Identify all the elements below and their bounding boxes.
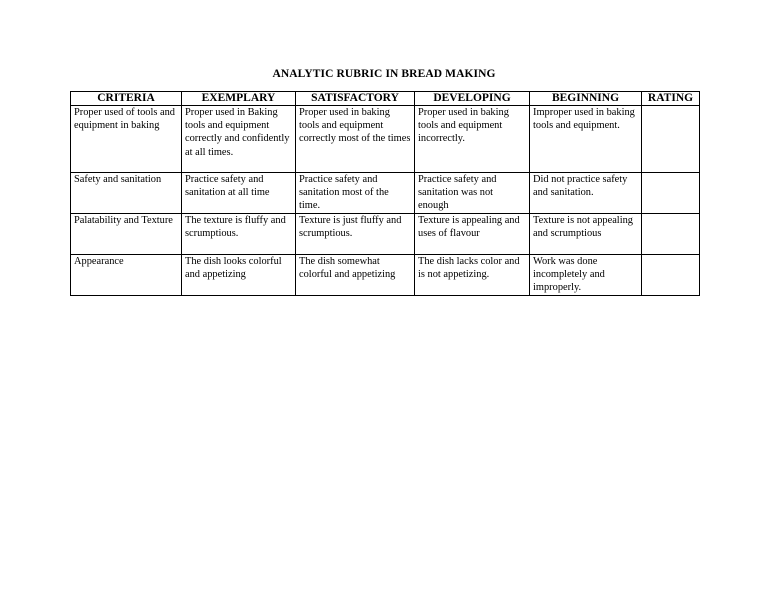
cell-criteria: Appearance <box>71 255 182 296</box>
cell-exemplary: Proper used in Baking tools and equipment correctly and confidently at all times. <box>182 106 296 173</box>
cell-criteria: Safety and sanitation <box>71 173 182 214</box>
table-header-row <box>71 92 700 106</box>
cell-developing: The dish lacks color and is not appetizing. <box>415 255 530 296</box>
rubric-table <box>70 91 700 296</box>
cell-exemplary: The dish looks colorful and appetizing <box>182 255 296 296</box>
table-row <box>71 173 700 214</box>
cell-exemplary: Practice safety and sanitation at all time <box>182 173 296 214</box>
cell-rating[interactable] <box>642 255 700 296</box>
cell-satisfactory: Practice safety and sanitation most of the time. <box>296 173 415 214</box>
cell-beginning: Improper used in baking tools and equipment. <box>530 106 642 173</box>
cell-developing: Texture is appealing and uses of flavour <box>415 214 530 255</box>
cell-beginning: Did not practice safety and sanitation. <box>530 173 642 214</box>
cell-criteria: Proper used of tools and equipment in baking <box>71 106 182 173</box>
table-row <box>71 214 700 255</box>
header-beginning: BEGINNING <box>530 92 642 106</box>
header-criteria: CRITERIA <box>71 92 182 106</box>
cell-beginning: Work was done incompletely and improperly. <box>530 255 642 296</box>
document-title: ANALYTIC RUBRIC IN BREAD MAKING <box>272 68 496 80</box>
cell-beginning: Texture is not appealing and scrumptious <box>530 214 642 255</box>
header-satisfactory: SATISFACTORY <box>296 92 415 106</box>
cell-criteria: Palatability and Texture <box>71 214 182 255</box>
cell-satisfactory: Texture is just fluffy and scrumptious. <box>296 214 415 255</box>
cell-developing: Proper used in baking tools and equipment incorrectly. <box>415 106 530 173</box>
cell-rating[interactable] <box>642 173 700 214</box>
header-exemplary: EXEMPLARY <box>182 92 296 106</box>
header-rating: RATING <box>642 92 700 106</box>
table-row <box>71 106 700 173</box>
cell-rating[interactable] <box>642 106 700 173</box>
header-developing: DEVELOPING <box>415 92 530 106</box>
cell-rating[interactable] <box>642 214 700 255</box>
table-row <box>71 255 700 296</box>
cell-satisfactory: The dish somewhat colorful and appetizing <box>296 255 415 296</box>
cell-exemplary: The texture is fluffy and scrumptious. <box>182 214 296 255</box>
cell-satisfactory: Proper used in baking tools and equipment correctly most of the times <box>296 106 415 173</box>
cell-developing: Practice safety and sanitation was not enough <box>415 173 530 214</box>
